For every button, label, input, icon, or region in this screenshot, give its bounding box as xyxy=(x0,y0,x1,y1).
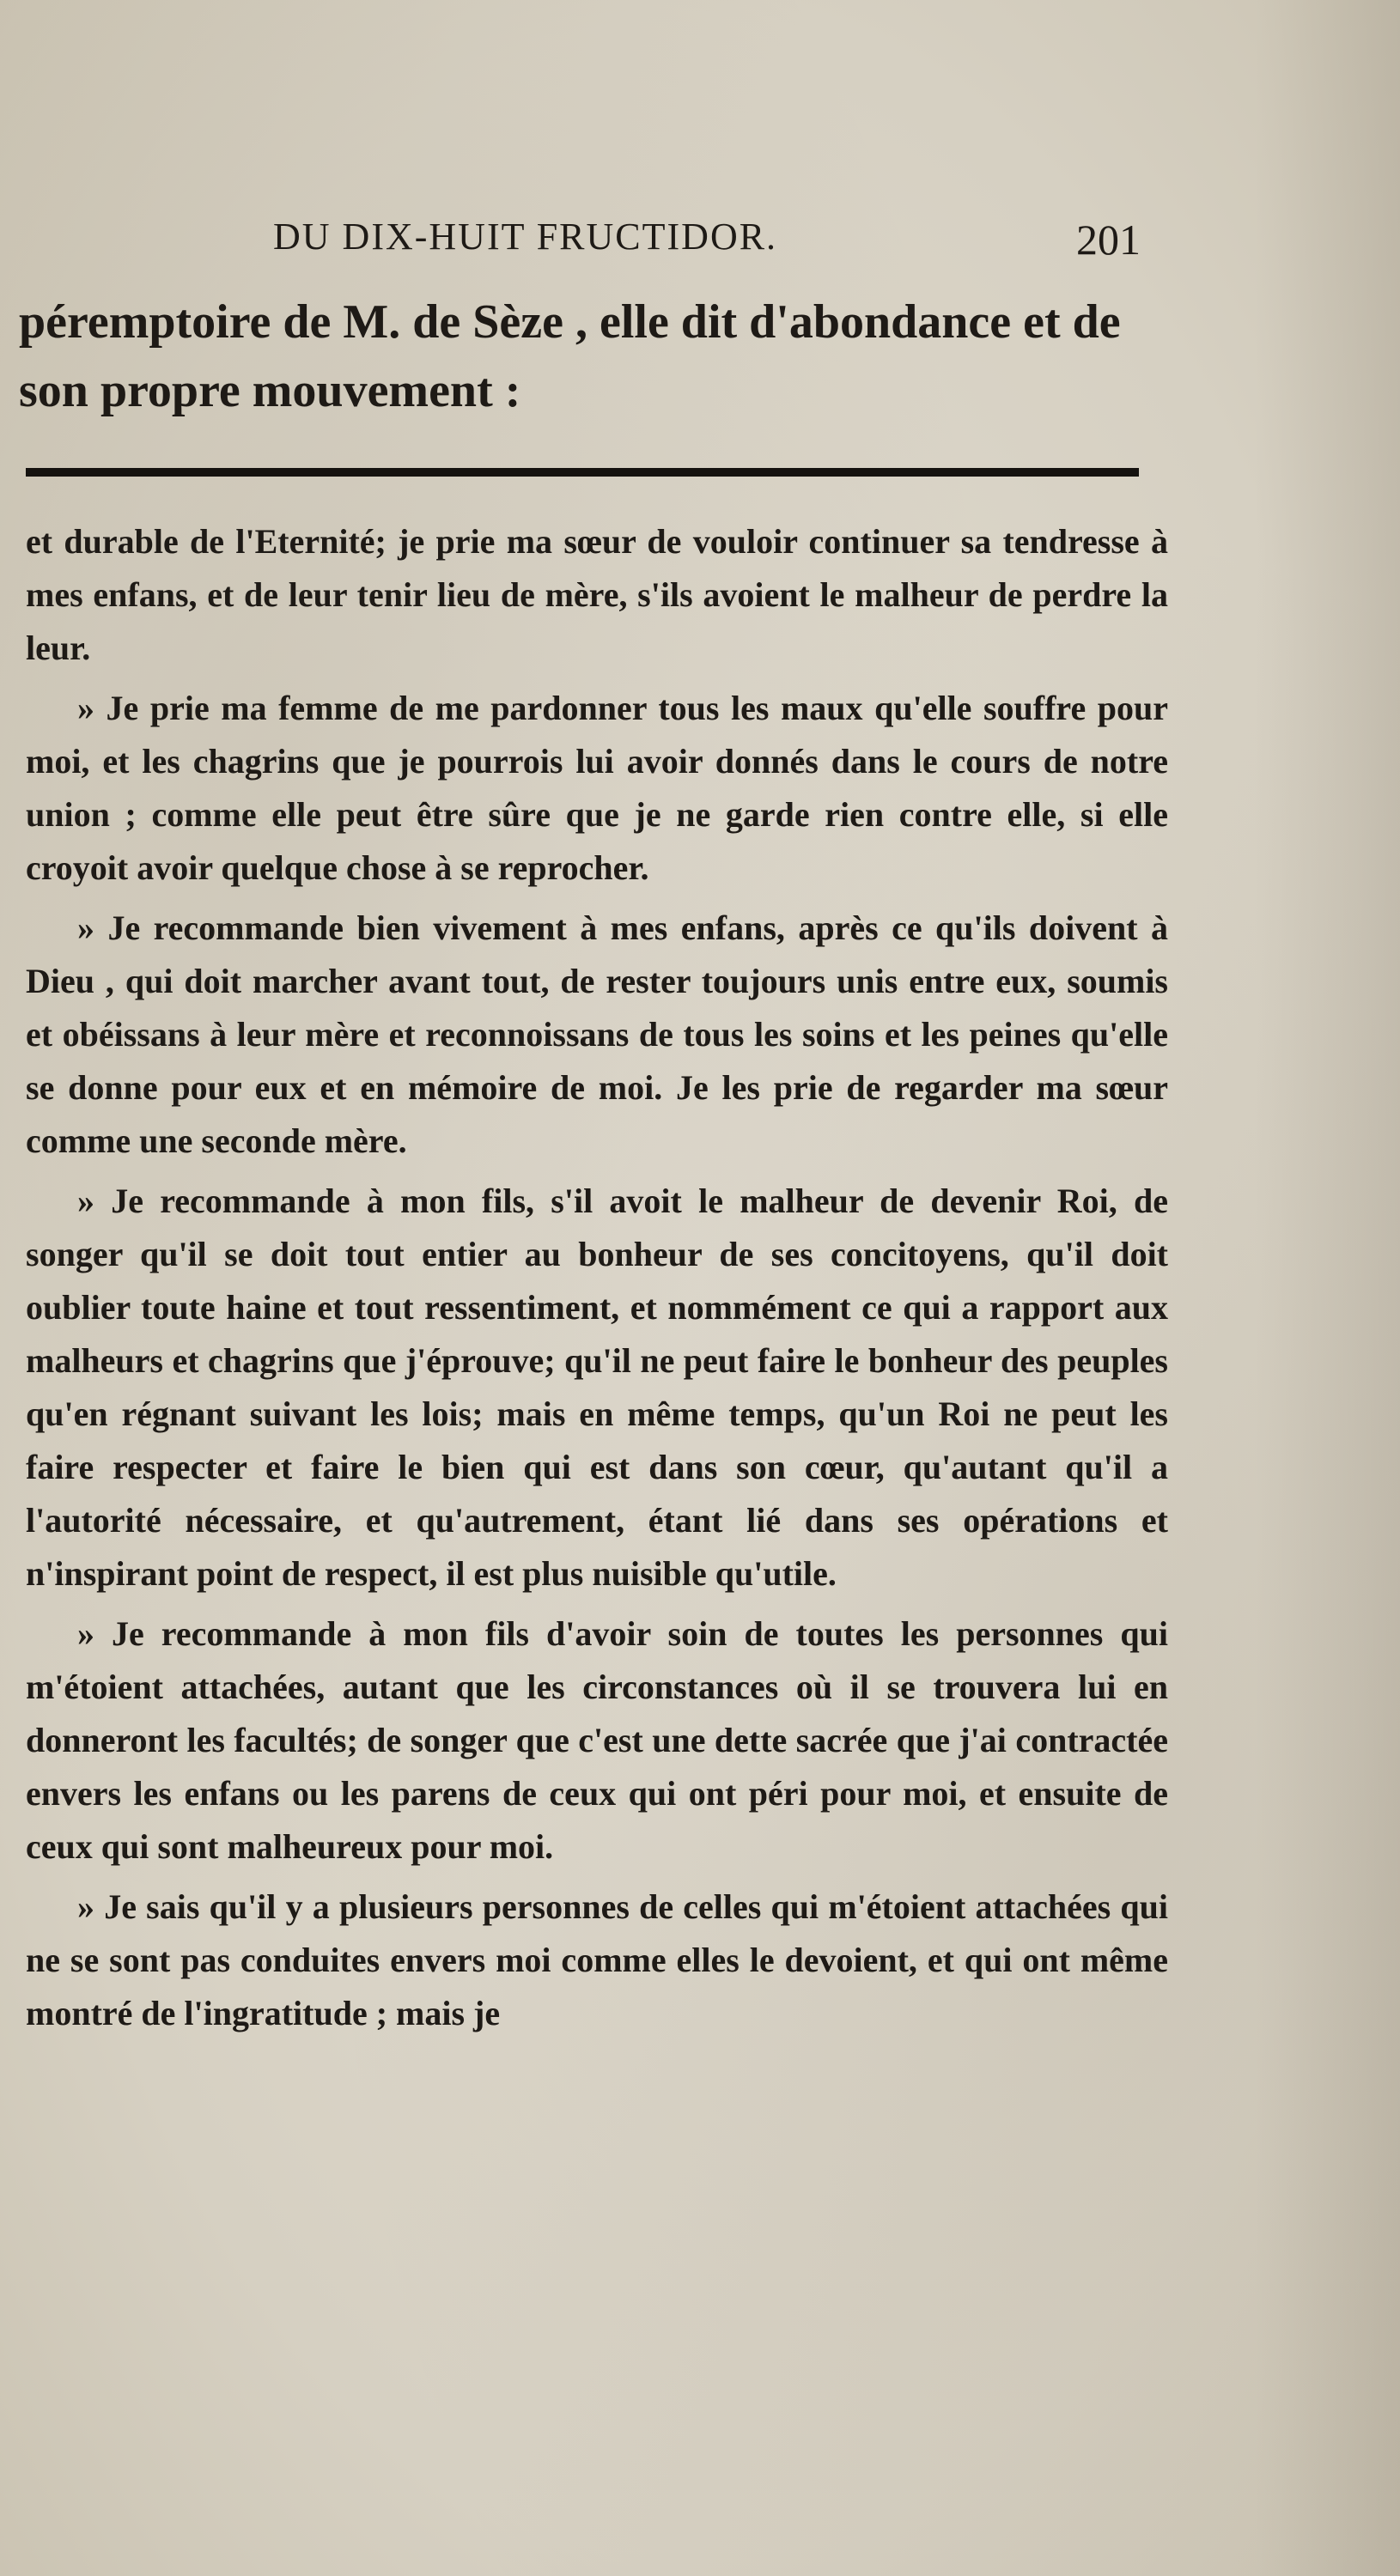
letter-text xyxy=(26,515,1168,2047)
paragraph: » Je prie ma femme de me pardonner tous les maux qu'elle souffre pour moi, et les chagrins que je pourrois lui avoir donnés dans le cours de notre union ; comme elle peut être sûre que je ne garde rien contre elle, si elle croyoit avoir quelque chose à se reprocher. xyxy=(26,689,1168,887)
intro-text: péremptoire de M. de Sèze , elle dit d'abondance et de son propre mouvement : xyxy=(19,295,1121,417)
paragraph: » Je recommande bien vivement à mes enfans, après ce qu'ils doivent à Dieu , qui doit marcher avant tout, de rester toujours unis entre eux, soumis et obéissans à leur mère et reconnoissans de tous les soins et les peines qu'elle se donne pour eux et en mémoire de moi. Je les prie de regarder ma sœur comme une seconde mère. xyxy=(26,908,1168,1160)
paragraph: » Je sais qu'il y a plusieurs personnes de celles qui m'étoient attachées qui ne se sont pas conduites envers moi comme elles le devoient, et qui ont même montré de l'ingratitude ; mais je xyxy=(26,1887,1168,2032)
page-number: 201 xyxy=(1076,216,1141,264)
paragraph: et durable de l'Eternité; je prie ma sœur de vouloir continuer sa tendresse à mes enfans, et de leur tenir lieu de mère, s'ils avoient le malheur de perdre la leur. xyxy=(26,522,1168,667)
page-header xyxy=(273,215,1141,266)
running-head: DU DIX-HUIT FRUCTIDOR. xyxy=(273,216,778,258)
paragraph: » Je recommande à mon fils, s'il avoit le malheur de devenir Roi, de songer qu'il se doit tout entier au bonheur de ses concitoyens, qu'il doit oublier toute haine et tout ressentiment, et nommément ce qui a rapport aux malheurs et chagrins que j'éprouve; qu'il ne peut faire le bonheur des peuples qu'en régnant suivant les lois; mais en même temps, qu'un Roi ne peut les faire respecter et faire le bien qui est dans son cœur, qu'autant qu'il a l'autorité nécessaire, et qu'autrement, étant lié dans ses opérations et n'inspirant point de respect, il est plus nuisible qu'utile. xyxy=(26,1182,1168,1593)
paragraph: » Je recommande à mon fils d'avoir soin de toutes les personnes qui m'étoient attachées, autant que les circonstances où il se trouvera lui en donneront les facultés; de songer que c'est une dette sacrée que j'ai contractée envers les enfans ou les parens de ceux qui ont péri pour moi, et ensuite de ceux qui sont malheureux pour moi. xyxy=(26,1614,1168,1866)
horizontal-rule xyxy=(26,468,1139,477)
